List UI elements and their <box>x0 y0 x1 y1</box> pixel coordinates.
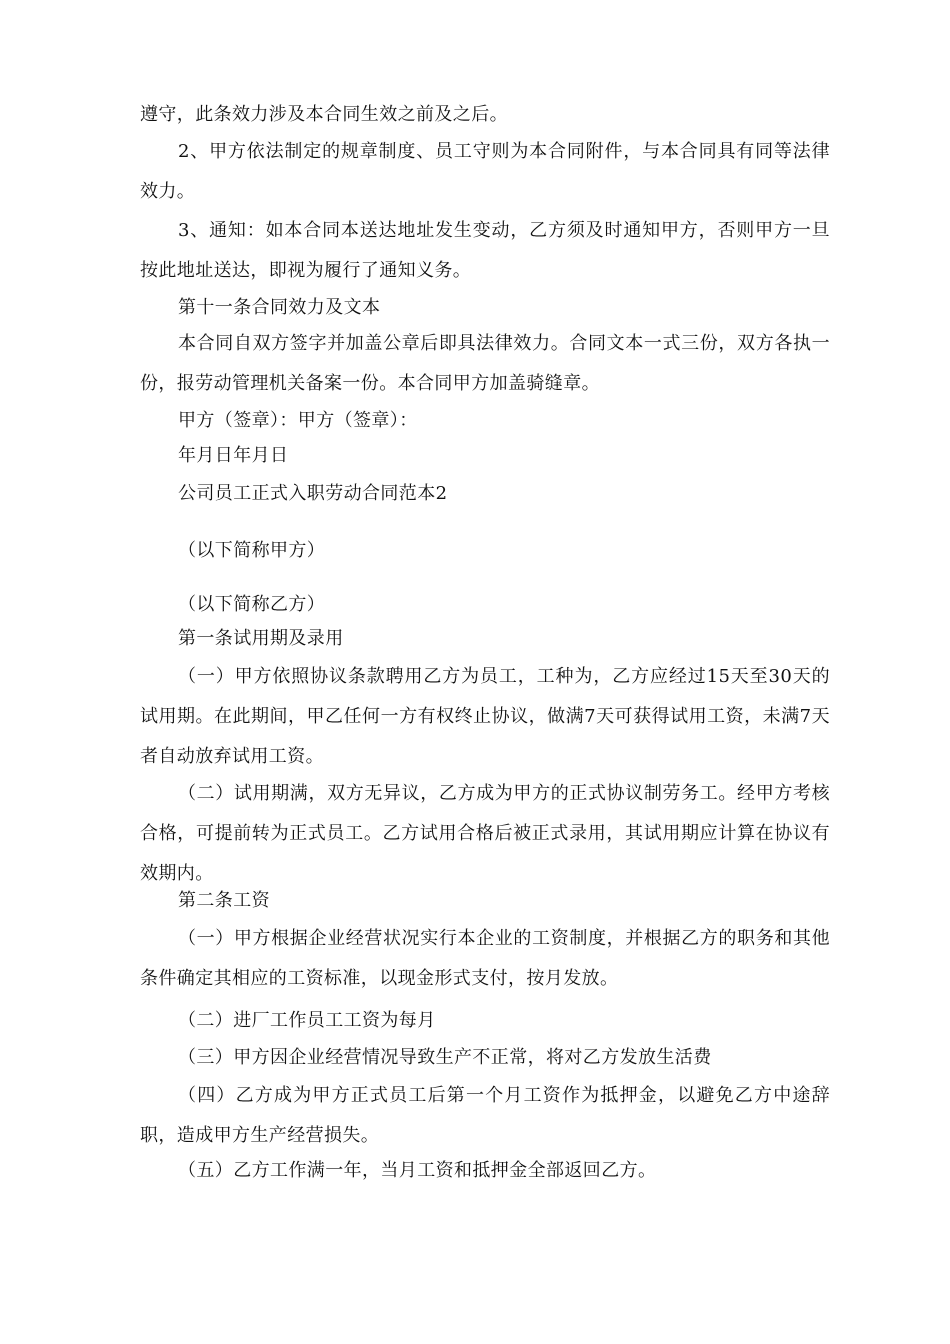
party-b-label: （以下简称乙方） <box>178 594 326 615</box>
paragraph-compliance: 遵守，此条效力涉及本合同生效之前及之后。 <box>140 104 508 125</box>
heading-article-11: 第十一条合同效力及文本 <box>178 297 381 318</box>
paragraph-probation: （一）甲方依照协议条款聘用乙方为员工，工种为，乙方应经过15天至30天的试用期。在此期间，甲乙任何一方有权终止协议，做满7天可获得试用工资，未满7天者自动放弃试用工资。 <box>140 666 830 767</box>
date-line: 年月日年月日 <box>178 445 289 466</box>
heading-article-1: 第一条试用期及录用 <box>178 628 344 649</box>
paragraph-notice: 3、通知：如本合同本送达地址发生变动，乙方须及时通知甲方，否则甲方一旦按此地址送达，即视为履行了通知义务。 <box>140 220 830 281</box>
paragraph-living-allowance: （三）甲方因企业经营情况导致生产不正常，将对乙方发放生活费 <box>178 1047 712 1068</box>
party-a-label: （以下简称甲方） <box>178 540 326 561</box>
paragraph-monthly-wage: （二）进厂工作员工工资为每月 <box>178 1010 436 1031</box>
paragraph-deposit-return: （五）乙方工作满一年，当月工资和抵押金全部返回乙方。 <box>178 1160 657 1181</box>
contract-title-2: 公司员工正式入职劳动合同范本2 <box>178 483 448 504</box>
signature-line: 甲方（签章）：甲方（签章）： <box>178 410 418 431</box>
paragraph-probation-end: （二）试用期满，双方无异议，乙方成为甲方的正式协议制劳务工。经甲方考核合格，可提前转为正式员工。乙方试用合格后被正式录用，其试用期应计算在协议有效期内。 <box>140 783 830 884</box>
heading-article-2: 第二条工资 <box>178 890 270 911</box>
paragraph-rules-attachment: 2、甲方依法制定的规章制度、员工守则为本合同附件，与本合同具有同等法律效力。 <box>140 141 830 202</box>
paragraph-deposit: （四）乙方成为甲方正式员工后第一个月工资作为抵押金，以避免乙方中途辞职，造成甲方生产经营损失。 <box>140 1085 830 1146</box>
paragraph-contract-validity: 本合同自双方签字并加盖公章后即具法律效力。合同文本一式三份，双方各执一份，报劳动管理机关备案一份。本合同甲方加盖骑缝章。 <box>140 333 830 394</box>
paragraph-wage-system: （一）甲方根据企业经营状况实行本企业的工资制度，并根据乙方的职务和其他条件确定其相应的工资标准，以现金形式支付，按月发放。 <box>140 928 830 989</box>
